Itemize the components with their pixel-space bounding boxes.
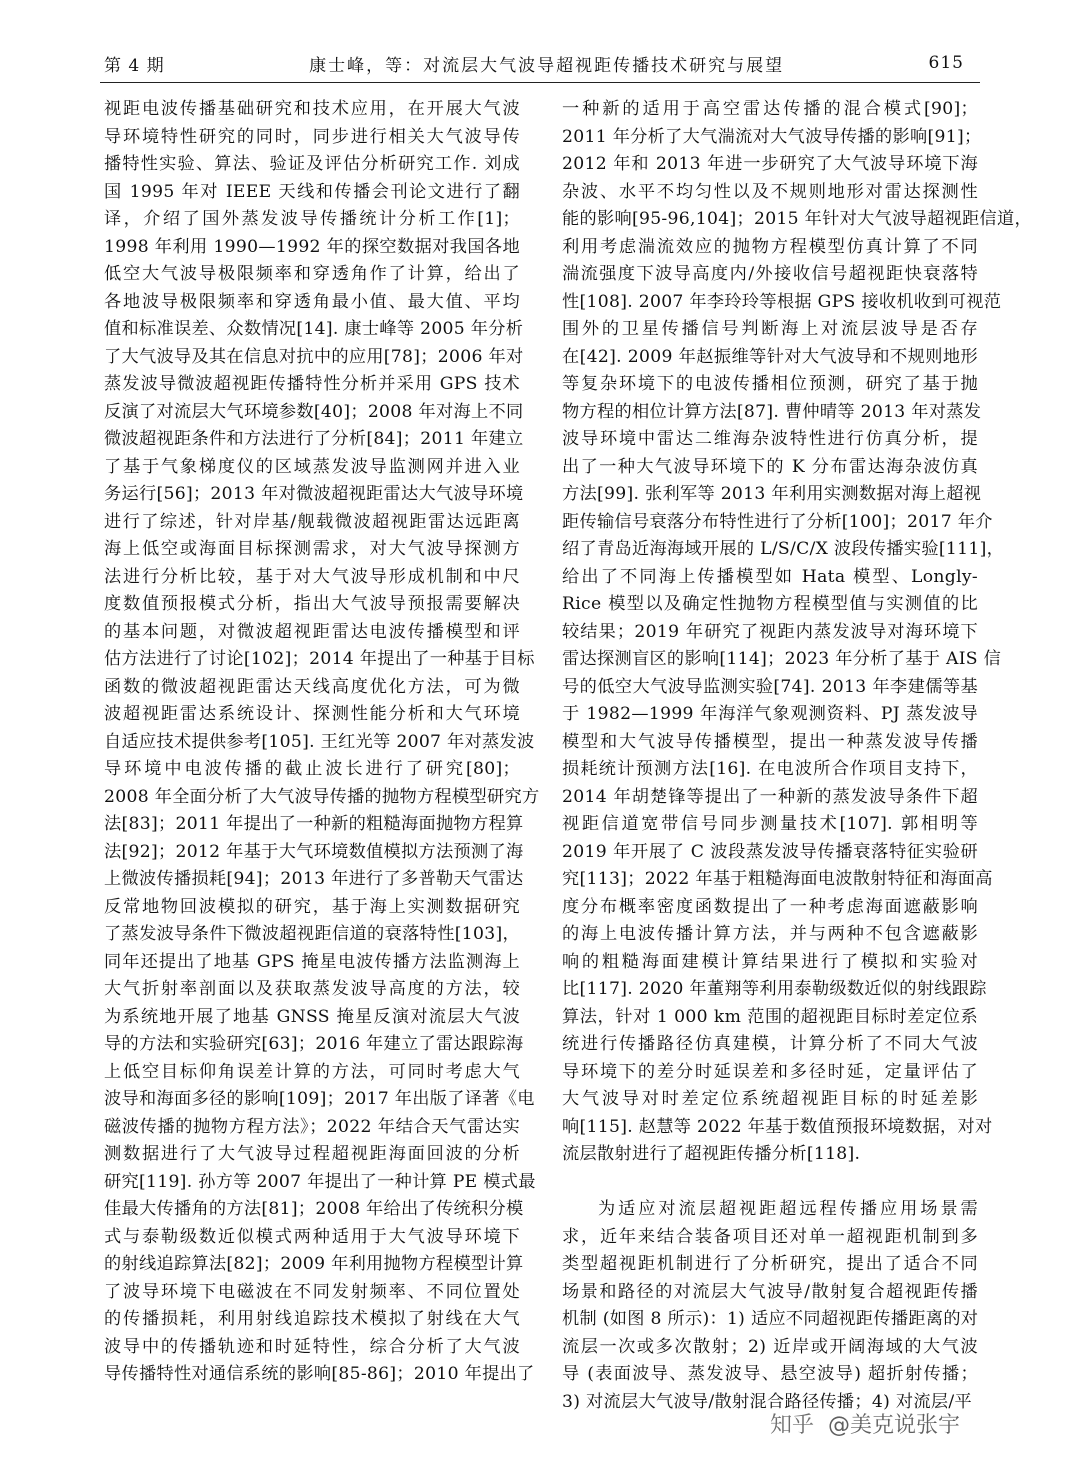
text-line: 2012 年和 2013 年进一步研究了大气波导环境下海 [562,154,978,174]
text-line: 函数的微波超视距雷达天线高度优化方法，可为微 [104,676,520,697]
running-title: 康士峰，等：对流层大气波导超视距传播技术研究与展望 [309,55,785,76]
text-line: 估方法进行了讨论[102]；2014 年提出了一种基于目标 [104,649,535,669]
text-line: 导环境中电波传播的截止波长进行了研究[80]； [104,759,520,779]
text-line: 的海上电波传播计算方法，并与两种不包含遮蔽影 [562,924,978,944]
text-line: 上微波传播损耗[94]；2013 年进行了多普勒天气雷达 [104,869,524,889]
text-line: 的基本问题，对微波超视距雷达电波传播模型和评 [104,621,520,642]
text-line: 号的低空大气波导监测实验[74]. 2013 年李建儒等基 [562,676,978,697]
text-line: 能的影响[95-96,104]；2015 年针对大气波导超视距信道， [562,209,1033,229]
page-number: 615 [928,53,964,73]
text-line: 视距电波传播基础研究和技术应用，在开展大气波 [104,99,520,119]
text-line: 出了一种大气波导环境下的 K 分布雷达海杂波仿真 [562,456,978,477]
text-line: 2019 年开展了 C 波段蒸发波导传播衰落特征实验研 [562,841,978,862]
text-line: 场景和路径的对流层大气波导/散射复合超视距传播 [562,1281,978,1302]
text-line [562,1169,978,1197]
text-line: 法[83]；2011 年提出了一种新的粗糙海面抛物方程算 [104,814,524,834]
text-line: 蒸发波导微波超视距传播特性分析并采用 GPS 技术 [104,374,520,394]
text-line: 度数值预报模式分析，指出大气波导预报需要解决 [104,594,520,614]
text-line: 2014 年胡楚锋等提出了一种新的蒸发波导条件下超 [562,786,978,807]
text-line: 利用考虑湍流效应的抛物方程模型仿真计算了不同 [562,236,978,257]
text-line: 波导中的传播轨迹和时延特性，综合分析了大气波 [104,1336,520,1357]
text-line: 于 1982—1999 年海洋气象观测资料、PJ 蒸发波导 [562,704,978,724]
text-line: 了大气波导及其在信息对抗中的应用[78]；2006 年对 [104,346,524,367]
zhihu-watermark [770,1408,960,1439]
text-line: 导环境特性研究的同时，同步进行相关大气波导传 [104,126,520,147]
text-line: 佳最大传播角的方法[81]；2008 年给出了传统积分模 [104,1199,524,1219]
text-line: 2008 年全面分析了大气波导传播的抛物方程模型研究方 [104,786,540,807]
text-line: 方法[99]. 张利军等 2013 年利用实测数据对海上超视 [562,484,982,504]
text-line: 微波超视距条件和方法进行了分析[84]；2011 年建立 [104,429,524,449]
text-line: 各地波导极限频率和穿透角最小值、最大值、平均 [104,291,520,312]
text-line: 值和标准误差、众数情况[14]. 康士峰等 2005 年分析 [104,319,524,339]
text-line: 研究[119]. 孙方等 2007 年提出了一种计算 PE 模式最 [104,1171,536,1192]
issue-number: 第 4 期 [104,55,165,76]
text-line: 务运行[56]；2013 年对微波超视距雷达大气波导环境 [104,484,524,504]
text-line: 1998 年利用 1990—1992 年的探空数据对我国各地 [104,236,520,257]
text-line: 求，近年来结合装备项目还对单一超视距机制到多 [562,1226,978,1247]
text-line: 距传输信号衰落分布特性进行了分析[100]；2017 年介 [562,511,993,532]
text-line: 大气折射率剖面以及获取蒸发波导高度的方法，较 [104,979,520,999]
text-line: 上低空目标仰角误差计算的方法，可同时考虑大气 [104,1061,520,1082]
text-line: 类型超视距机制进行了分析研究，提出了适合不同 [562,1254,978,1274]
text-line: 在[42]. 2009 年赵振维等针对大气波导和不规则地形 [562,346,978,367]
text-line: 统进行传播路径仿真建模，计算分析了不同大气波 [562,1034,978,1054]
text-line: 机制 (如图 8 所示)：1) 适应不同超视距传播距离的对 [562,1309,979,1329]
text-line: 导的方法和实验研究[63]；2016 年建立了雷达跟踪海 [104,1034,524,1054]
text-line: 度分布概率密度函数提出了一种考虑海面遮蔽影响 [562,896,978,917]
text-line: 算法，针对 1 000 km 范围的超视距目标时差定位系 [562,1006,978,1027]
text-line: 的射线追踪算法[82]；2009 年利用抛物方程模型计算 [104,1254,524,1274]
text-line: 比[117]. 2020 年董翔等利用泰勒级数近似的射线跟踪 [562,979,987,999]
text-line: 反常地物回波模拟的研究，基于海上实测数据研究 [104,896,520,917]
watermark-handle: @美克说张宇 [828,1413,961,1438]
text-line: 较结果；2019 年研究了视距内蒸发波导对海环境下 [562,621,978,642]
text-line: 一种新的适用于高空雷达传播的混合模式[90]； [562,99,978,119]
text-line: 模型和大气波导传播模型，提出一种蒸发波导传播 [562,731,978,752]
text-line: 湍流强度下波导高度内/外接收信号超视距快衰落特 [562,264,978,284]
header-rule [100,82,980,83]
text-line: 波导环境中雷达二维海杂波特性进行仿真分析，提 [562,429,978,449]
text-line: 大气波导对时差定位系统超视距目标的时延差影 [562,1089,978,1109]
text-line: 2011 年分析了大气湍流对大气波导传播的影响[91]； [562,126,982,147]
text-line: 导环境下的差分时延误差和多径时延，定量评估了 [562,1061,978,1082]
text-line: 视距信道宽带信号同步测量技术[107]. 郭相明等 [562,814,978,834]
text-line: 导 (表面波导、蒸发波导、悬空波导) 超折射传播； [562,1364,978,1384]
text-line: 3) 对流层大气波导/散射混合路径传播；4) 对流层/平 [562,1391,972,1412]
text-line: 国 1995 年对 IEEE 天线和传播会刊论文进行了翻 [104,181,520,202]
text-line: 了蒸发波导条件下微波超视距信道的衰落特性[103]， [104,924,520,944]
page-header [104,50,964,76]
text-line: 给出了不同海上传播模型如 Hata 模型、Longly- [562,566,978,587]
text-line: 物方程的相位计算方法[87]. 曹仲晴等 2013 年对蒸发 [562,401,982,422]
text-line: 等复杂环境下的电波传播相位预测，研究了基于抛 [562,374,978,394]
text-line: 法进行分析比较，基于对大气波导形成机制和中尺 [104,566,520,587]
text-line: 流层一次或多次散射；2) 近岸或开阔海域的大气波 [562,1336,978,1357]
text-line: 海上低空或海面目标探测需求，对大气波导探测方 [104,539,520,559]
text-line: 磁波传播的抛物方程方法》；2022 年结合天气雷达实 [104,1116,520,1137]
text-line: 进行了综述，针对岸基/舰载微波超视距雷达远距离 [104,511,520,532]
text-line: 为适应对流层超视距超远程传播应用场景需 [598,1199,978,1219]
text-line: 流层散射进行了超视距传播分析[118]. [562,1144,861,1164]
right-text-column [562,96,1033,1416]
text-line: 性[108]. 2007 年李玲玲等根据 GPS 接收机收到可视范 [562,291,1002,312]
text-line: 响[115]. 赵慧等 2022 年基于数值预报环境数据，对对 [562,1116,993,1137]
text-line: 导传播特性对通信系统的影响[85-86]；2010 年提出了 [104,1364,535,1384]
text-line: 的传播损耗，利用射线追踪技术模拟了射线在大气 [104,1309,520,1329]
text-line: 围外的卫星传播信号判断海上对流层波导是否存 [562,319,978,339]
text-line: 响的粗糙海面建模计算结果进行了模拟和实验对 [562,951,978,972]
text-line: 绍了青岛近海海域开展的 L/S/C/X 波段传播实验[111]， [562,539,1005,559]
text-line: 波超视距雷达系统设计、探测性能分析和大气环境 [104,704,520,724]
text-line: 为系统地开展了地基 GNSS 掩星反演对流层大气波 [104,1006,520,1027]
text-line: 了基于气象梯度仪的区域蒸发波导监测网并进入业 [104,456,520,477]
text-line: 同年还提出了地基 GPS 掩星电波传播方法监测海上 [104,951,520,972]
text-line: 法[92]；2012 年基于大气环境数值模拟方法预测了海 [104,841,524,862]
text-line: 播特性实验、算法、验证及评估分析研究工作. 刘成 [104,154,520,174]
text-line: 自适应技术提供参考[105]. 王红光等 2007 年对蒸发波 [104,731,535,752]
text-line: 杂波、水平不均匀性以及不规则地形对雷达探测性 [562,181,978,202]
watermark-site: 知乎 [770,1413,815,1438]
text-line: 雷达探测盲区的影响[114]；2023 年分析了基于 AIS 信 [562,649,1002,669]
text-line: 究[113]；2022 年基于粗糙海面电波散射特征和海面高 [562,869,993,889]
text-line: 了波导环境下电磁波在不同发射频率、不同位置处 [104,1281,520,1302]
text-line: 低空大气波导极限频率和穿透角作了计算，给出了 [104,264,520,284]
text-line: 译，介绍了国外蒸发波导传播统计分析工作[1]； [104,209,520,229]
text-line: 测数据进行了大气波导过程超视距海面回波的分析 [104,1144,520,1164]
text-line: 反演了对流层大气环境参数[40]；2008 年对海上不同 [104,401,524,422]
text-line: 波导和海面多径的影响[109]；2017 年出版了译著《电 [104,1089,535,1109]
text-line: 损耗统计预测方法[16]. 在电波所合作项目支持下， [562,759,978,779]
text-line: Rice 模型以及确定性抛物方程模型值与实测值的比 [562,594,978,614]
text-line: 式与泰勒级数近似模式两种适用于大气波导环境下 [104,1226,520,1247]
left-text-column [104,96,540,1389]
